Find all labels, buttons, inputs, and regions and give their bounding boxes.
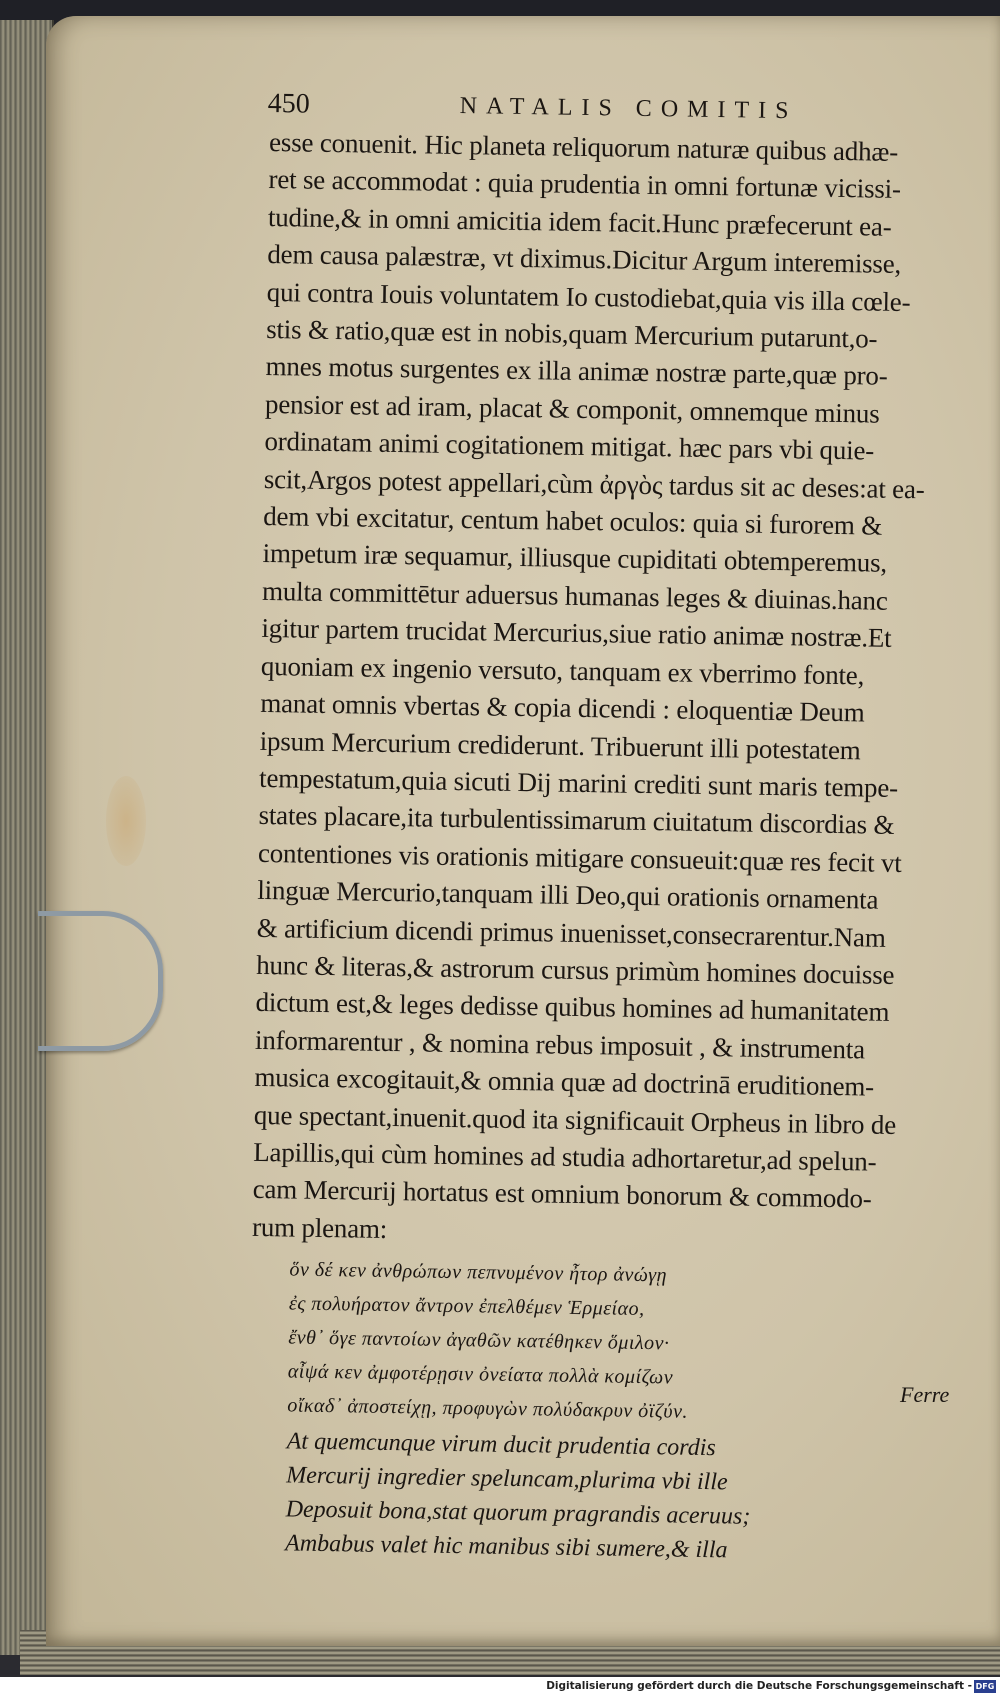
- prose-line: que spectant,inuenit.quod ita significauit Orpheus in libro de: [253, 1099, 897, 1140]
- prose-line: qui contra Iouis voluntatem Io custodiebat,quia vis illa cœle-: [266, 276, 911, 317]
- latin-verse-line: At quemcunque virum ducit prudentia cordis: [286, 1428, 716, 1462]
- page-number: 450: [267, 87, 310, 120]
- prose-line: states placare,ita turbulentissimarum ciuitatum discordias &: [258, 800, 895, 841]
- prose-line: dem vbi excitatur, centum habet oculos: quia si furorem &: [263, 501, 883, 541]
- latin-verse-line: Mercurij ingredier speluncam,plurima vbi ille: [286, 1462, 728, 1496]
- footer-credit-text: Digitalisierung gefördert durch die Deutsche Forschungsgemeinschaft -: [546, 1680, 972, 1692]
- prose-line: esse conuenit. Hic planeta reliquorum naturæ quibus adhæ-: [268, 126, 899, 167]
- prose-line: igitur partem trucidat Mercurius,siue ratio animæ nostræ.Et: [261, 613, 892, 654]
- greek-verse-line: ὅν δέ κεν ἀνθρώπων πεπνυμένον ἦτορ ἀνώγῃ: [289, 1258, 668, 1287]
- dfg-logo-icon: DFG: [975, 1682, 995, 1691]
- prose-line: dictum est,& leges dedisse quibus homines ad humanitatem: [255, 987, 890, 1028]
- latin-verse-line: Deposuit bona,stat quorum pragrandis aceruus;: [285, 1496, 751, 1530]
- prose-line: dem causa palæstræ, vt diximus.Dicitur Argum interemisse,: [267, 239, 902, 280]
- digitization-footer: [0, 1677, 1000, 1697]
- prose-line: cam Mercurij hortatus est omnium bonorum & commodo-: [252, 1174, 872, 1214]
- page-text-block: [247, 88, 950, 1571]
- prose-line: stis & ratio,quæ est in nobis,quam Mercurium putarunt,o-: [265, 314, 878, 354]
- prose-line: impetum iræ sequamur, illiusque cupiditati obtemperemus,: [262, 538, 888, 579]
- prose-line: hunc & literas,& astrorum cursus primùm homines docuisse: [255, 949, 895, 990]
- prose-body: [252, 124, 950, 1257]
- paper-stain: [106, 776, 146, 866]
- prose-line: linguæ Mercurio,tanquam illi Deo,qui orationis ornamenta: [257, 875, 879, 915]
- prose-line: Lapillis,qui cùm homines ad studia adhortaretur,ad spelun-: [253, 1136, 877, 1177]
- prose-line: musica excogitauit,& omnia quæ ad doctrinā eruditionem-: [254, 1062, 875, 1102]
- prose-line: ret se accommodat : quia prudentia in omni fortunæ vicissi-: [268, 164, 902, 205]
- prose-line: pensior est ad iram, placat & componit, omnemque minus: [264, 388, 880, 429]
- prose-line: ipsum Mercurium crediderunt. Tribuerunt illi potestatem: [259, 725, 861, 765]
- greek-verse-line: ἔνθ᾽ ὅγε παντοίων ἀγαθῶν κατέθηκεν ὅμιλον·: [288, 1326, 670, 1355]
- prose-line: multa committētur aduersus humanas leges & diuinas.hanc: [261, 575, 888, 616]
- prose-line: scit,Argos potest appellari,cùm ἀργὸς tardus sit ac deses:at ea-: [263, 463, 925, 504]
- prose-line: contentiones vis orationis mitigare consueuit:quæ res fecit vt: [257, 837, 902, 878]
- prose-line: manat omnis vbertas & copia dicendi : eloquentiæ Deum: [260, 688, 865, 728]
- latin-verse-line: Ambabus valet hic manibus sibi sumere,& illa: [284, 1530, 728, 1564]
- prose-line: ordinatam animi cogitationem mitigat. hæc pars vbi quie-: [264, 426, 875, 466]
- prose-line: rum plenam:: [251, 1211, 388, 1244]
- prose-line: mnes motus surgentes ex illa animæ nostræ parte,quæ pro-: [265, 351, 888, 392]
- prose-line: quoniam ex ingenio versuto, tanquam ex vberrimo fonte,: [260, 650, 865, 691]
- greek-verse-line: ἐς πολυήρατον ἄντρον ἐπελθέμεν Ἑρμείαο,: [288, 1292, 645, 1321]
- prose-line: & artificium dicendi primus inuenisset,consecrarentur.Nam: [256, 912, 886, 953]
- prose-line: tempestatum,quia sicuti Dij marini crediti sunt maris tempe-: [258, 762, 899, 803]
- paper-clip-icon: [38, 911, 163, 1051]
- prose-line: informarentur , & nomina rebus imposuit , & instrumenta: [254, 1024, 866, 1065]
- running-title: NATALIS COMITIS: [459, 92, 798, 125]
- greek-verse-line: οἴκαδ᾽ ἀποστείχῃ, προφυγὼν πολύδακρυν ὀϊζύν.: [287, 1394, 689, 1423]
- greek-quotation: [287, 1253, 932, 1433]
- greek-verse-line: αἶψά κεν ἀμφοτέρῃσιν ὀνείατα πολλὰ κομίζων: [287, 1360, 674, 1389]
- prose-line: tudine,& in omni amicitia idem facit.Hunc præfecerunt ea-: [267, 201, 892, 242]
- latin-verse-translation: [285, 1425, 929, 1571]
- catchword: Ferre: [900, 1382, 950, 1407]
